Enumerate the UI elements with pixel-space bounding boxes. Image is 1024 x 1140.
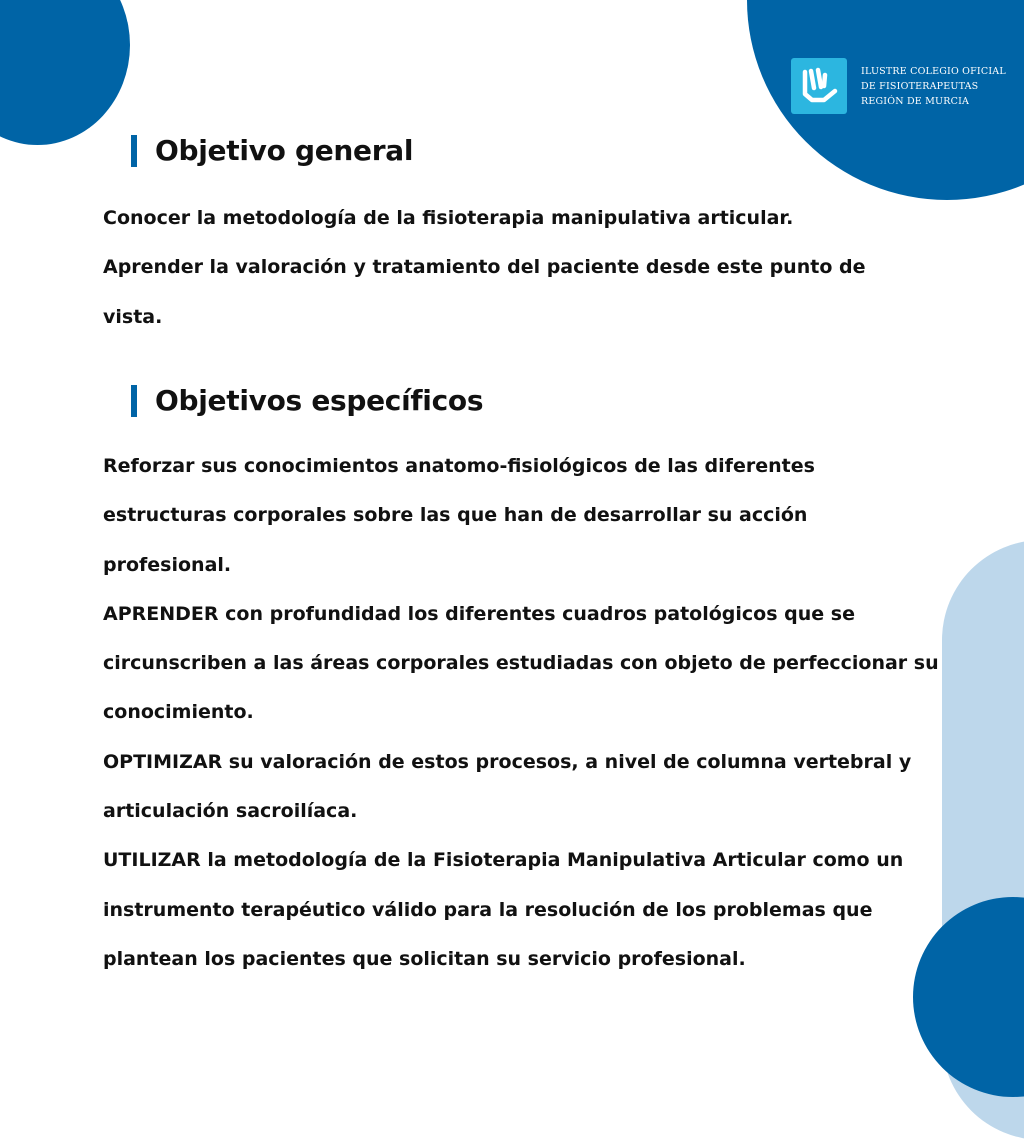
section-heading-general: [131, 134, 413, 167]
college-name: [861, 64, 1006, 109]
hands-logo-icon: [791, 58, 847, 114]
text-line: circunscriben a las áreas corporales estudiadas con objeto de perfeccionar su: [103, 652, 939, 675]
text-line: OPTIMIZAR su valoración de estos procesos, a nivel de columna vertebral y: [103, 750, 912, 773]
heading-text: Objetivo general: [155, 134, 414, 167]
section-heading-specific: [131, 384, 483, 417]
heading-accent-bar: [131, 135, 137, 167]
college-name-line: ILUSTRE COLEGIO OFICIAL: [861, 65, 1006, 77]
text-line: Reforzar sus conocimientos anatomo-fisiológicos de las diferentes: [103, 455, 815, 477]
text-line: plantean los pacientes que solicitan su servicio profesional.: [103, 947, 746, 970]
text-line: APRENDER con profundidad los diferentes cuadros patológicos que se: [103, 602, 855, 625]
specific-objectives-text: [103, 442, 939, 984]
college-logo: [791, 58, 1006, 114]
general-objectives-text: [103, 194, 865, 342]
text-line: vista.: [103, 305, 163, 328]
text-line: profesional.: [103, 553, 232, 576]
college-name-line: DE FISIOTERAPEUTAS: [861, 80, 979, 92]
heading-text: Objetivos específicos: [155, 384, 484, 417]
text-line: conocimiento.: [103, 701, 254, 724]
college-name-line: REGIÓN DE MURCIA: [861, 95, 970, 107]
heading-accent-bar: [131, 385, 137, 417]
text-line: UTILIZAR la metodología de la Fisioterapia Manipulativa Articular como un: [103, 849, 904, 872]
text-line: estructuras corporales sobre las que han de desarrollar su acción: [103, 504, 808, 527]
text-line: instrumento terapéutico válido para la resolución de los problemas que: [103, 898, 873, 921]
text-line: articulación sacroilíaca.: [103, 800, 358, 823]
text-line: Conocer la metodología de la fisioterapia manipulativa articular.: [103, 207, 794, 229]
text-line: Aprender la valoración y tratamiento del paciente desde este punto de: [103, 256, 866, 279]
decor-circle-top-left: [0, 0, 130, 145]
